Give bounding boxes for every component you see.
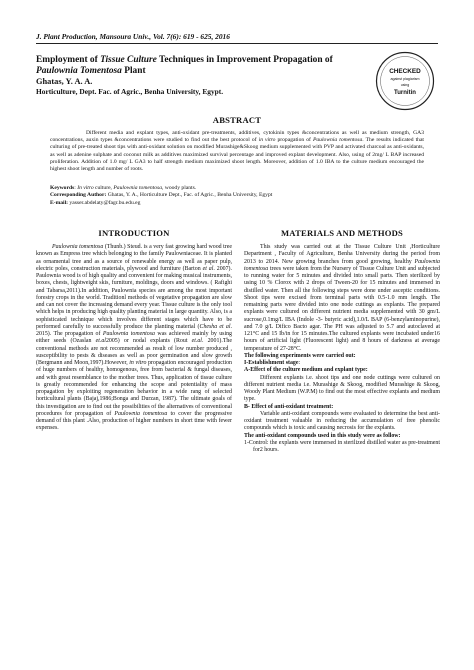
keywords-label: Keywords [50, 185, 75, 191]
author-name: Ghatas, Y. A. A. [36, 77, 93, 86]
author-affiliation: Horticulture, Dept. Fac. of Agric., Benha University, Egypt. [36, 87, 224, 96]
paper-title [36, 55, 366, 77]
email-label: E-mail: [50, 199, 69, 206]
stage-heading-colon: : [298, 360, 301, 366]
methods-run: This study was carried out at the Tissue Culture Unit ,Horticulture Department , Faculty of Agriculture, Benha University during the period from 2013 to 2014. New growing branches from good growing, healthy [244, 244, 440, 265]
antioxidant-heading [244, 433, 440, 440]
methods-paragraph [244, 244, 440, 353]
stamp-text: using [400, 83, 410, 87]
abstract-run: Paulownia tomentosa [312, 137, 363, 144]
antioxidant-list-item: 1-Control: the explants were immersed in sterilized distilled water as pre-treatment for2 hours. [244, 439, 440, 453]
keywords-run: In vitro [77, 185, 94, 191]
title-italic: Tissue Culture [100, 55, 157, 65]
intro-run: Paulownia tomentosa [114, 410, 168, 417]
title-part: Plant [121, 65, 146, 76]
journal-citation: J. Plant Production, Mansoura Univ., Vol. 7(6): 619 - 625, 2016 [36, 32, 230, 41]
step-b-heading [244, 404, 440, 411]
corresponding-author-text: Ghatas, Y. A., Horticulture Dept., Fac. of Agric., Benha University, Egypt [106, 192, 273, 199]
intro-run: . 2007). Paulownia wood is of high quality and convenient for making musical instruments, boxes, chests, lightweight skis, furniture, moldings, doors and windows. ( Rafighi and Tabarsa,2011).In addition, Paulownia species are among the most important forestry crops in the world. Traditionl methods of vegetative propagation are slow and can not cover the increasing demand every year. Tissue culture is the only tool which helps in producing high quality planting material in large quantity. Also, is a sophisticated technique which involves different stages which have to be performed carefully to successfully produce the planting material ( [36, 265, 232, 330]
email-line [50, 200, 424, 207]
intro-run: (Thunb.) Steud. is a very fast growing hard wood tree known as Empress tree which belonging to the family Paulowniaceae. It is planted as ornamental tree and as a source of renewable energy as well as paper pulp, electric poles, construction materials, plywood and furniture (Barton [36, 244, 232, 272]
intro-run: et al [202, 265, 214, 272]
intro-run: was achieved mainly by using either seeds (Ozaslan [36, 331, 232, 345]
abstract-run: . The results indicated that culturing of pre-treated shoot tips with anti-oxidant solution on modified Murashige&Skoog medium supplemented with PVP and activated charcoal as anti-oxidants, as well as adenine sulphate and coconut milk as additives maximized survival percentage and improved explant development. Also, using of 2mg/ L BAP increased proliferation. Addition of 1.0 mg/ L GA3 to half strength medium maximized shoot length. Moreover, addition of 1.0 IBA to the culture medium encouraged the highest shoot length and number of roots. [50, 137, 424, 173]
corresponding-author-label: Corresponding Author: [50, 192, 107, 199]
intro-run: 2005) or nodal explants (Rout [105, 338, 192, 345]
experiments-heading-text: The following experiments were carried out: [244, 352, 356, 359]
stamp-text: CHECKED [389, 68, 421, 75]
intro-run: et.al [191, 338, 202, 345]
methods-run: Paulownia tomentosa [244, 258, 440, 272]
keywords-run: Paulownia tomentosa [113, 185, 162, 191]
header-divider [36, 43, 438, 44]
keywords-run: culture, [93, 185, 114, 191]
introduction-body [36, 244, 232, 433]
title-part: Employment of [36, 55, 101, 65]
experiments-heading [244, 353, 440, 360]
intro-run: Paulownia tomentosa [52, 244, 104, 250]
intro-run: . 2001).The conventional methods are not recommended as result of low number produced , susceptibility to pests & diseases as well as poor germination and slow growth (Bergmann and Moon,1997).However, [36, 338, 232, 366]
keywords-block [50, 185, 424, 207]
abstract-heading: ABSTRACT [212, 115, 262, 125]
step-b-heading-text: B- Effect of anti-oxidant treatment: [244, 403, 334, 410]
keywords-run: : [74, 185, 78, 191]
introduction-heading: INTRODUCTION [98, 228, 170, 238]
intro-run: Paulownia tomentosa [102, 331, 155, 337]
abstract-run: propagation of [275, 137, 313, 144]
intro-run: . 2015). The propagation of [36, 323, 232, 337]
step-b-paragraph: Variable anti-oxidant compounds were evaluated to determine the best anti-oxidant treatment valuable in reducing the accumulation of free phenolic compounds which is toxic and causing necrosis for the explants. [244, 410, 440, 432]
introduction-paragraph [36, 244, 232, 433]
intro-run: et.al [95, 338, 106, 345]
methods-heading: MATERIALS AND METHODS [281, 228, 403, 238]
intro-run: to cover the progressive demand of this plant .Also, production of higher numbers in short time with fewer expenses. [36, 410, 232, 432]
step-a-heading [244, 367, 440, 374]
abstract-run: in vitro [258, 137, 276, 144]
antioxidant-heading-text: The anti-oxidant compounds used in this study were as follow: [244, 432, 401, 439]
stage-heading [244, 360, 440, 367]
intro-run: in vitro [129, 360, 147, 366]
intro-run: Chesha et al [199, 323, 231, 330]
keywords-run: , woody plants. [162, 185, 197, 191]
methods-run: trees were taken from the Nursery of Tissue Culture Unit and subjected to running water for 5 minutes and divided into small parts. Then sterilized by using 10 % Clorox with 2 drops of Tween-20 for 15 minutes and immersed in distilled water. Then all the following steps were done under asceptic conditions. Shoot tips were excised from terminal parts with 0.5-1.0 mm length. The remaining parts were divided into one node cuttings as explants. The prepared explants were cultured on different nutrient media supplemented with 30 gm/L sucrose,0.1mg/L IBA (Indole -3- butyric acid),1.0/L BAP (6-benzylaminopurine), and 7.0 g/L Difico Bacto agar. The PH was adjusted to 5.7 and autoclaved at 121°C and 15 Ib/in for 15 minutes.The cultured explants were incubated under16 hours of artificial light (Fluorescent light) and 8 hours of darkness at average temperature of 27-28°C. [244, 265, 440, 352]
abstract-run: Different media and explant types, anti-oxidant pre-treatments, additives, cytokinin types &concentrations as well as medium strength, GA3 concentrations, auxin types &concentrations were studied to find out the best protocol of [50, 130, 424, 144]
stamp-text: against plagiarism [390, 77, 420, 81]
step-a-heading-text: A-Effect of the culture medium and explant type: [244, 367, 368, 374]
step-a-paragraph: Different explants i.e. shoot tips and one node cuttings were cultured on different nutrient media i.e. Murashige & Skoog, modified Murashige & Skoog, Woody Plant Medium (W.P.M) to find out the most effective explants and medium type. [244, 374, 440, 403]
title-part: Techniques in Improvement Propagation of [156, 55, 333, 65]
abstract-text [50, 130, 424, 173]
intro-run: propagation encouraged production of huge numbers of healthy, homogenous, free from bacterial & fungal diseases, and with great resemblance to the mother trees. Thus, application of tissue culture is greatly recommended for enhancing the scope and potentiality of mass propagation by exploiting regeneration behavior in a wide rang of selected horticultural plants (Bajaj,1986;Bonga and Durzan, 1987). The ultimate goals of this investigation are to find out the possibilities of the alternatives of conventional procedures for propagation of [36, 360, 232, 417]
plagiarism-check-stamp-icon [375, 51, 435, 111]
stamp-text: Turnitin [394, 90, 416, 96]
corresponding-author-line [50, 192, 424, 199]
email-address[interactable]: yasser.abdelaty@fagr.bu.edu.eg [68, 199, 141, 206]
stage-heading-text: I-Establishment stage [244, 360, 299, 366]
title-species: Paulownia Tomentosa [36, 65, 122, 76]
methods-body [244, 244, 440, 454]
